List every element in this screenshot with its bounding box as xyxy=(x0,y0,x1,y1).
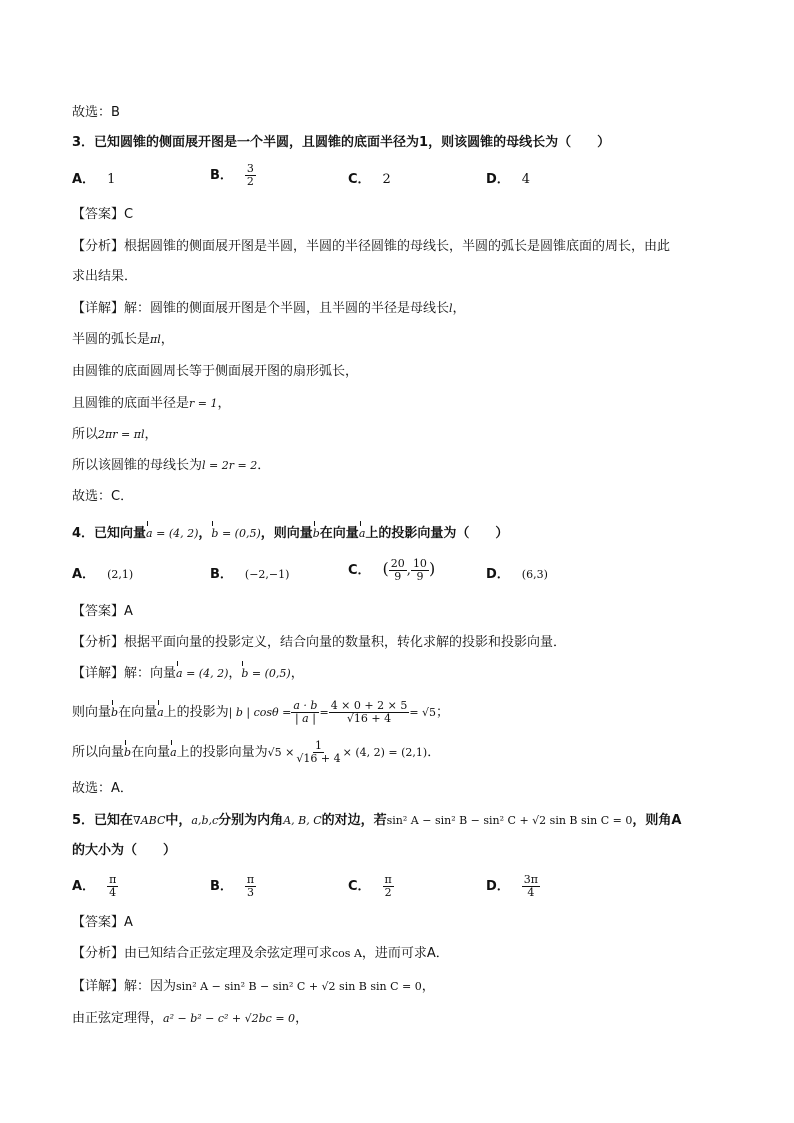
q3-detail-2: 半圆的弧长是πl， xyxy=(72,332,174,347)
q5-answer: 【答案】A xyxy=(72,915,133,930)
q3-analysis-cont: 求出结果． xyxy=(72,269,138,284)
q3-detail-5: 所以2πr = πl， xyxy=(72,427,158,442)
q4-detail-2: 则向量b在向量a上的投影为| b | cosθ = $\frac{a \cdot b}{| a |}$ = $\frac{4 \times 0 + 2 \times 5}{√16 + 4}$ = √5； xyxy=(72,699,450,725)
q3-detail-3: 由圆锥的底面圆周长等于侧面展开图的扇形弧长， xyxy=(72,364,359,379)
q4-detail-3: 所以向量b在向量a上的投影向量为√5 × $\frac{1}{√16 + 4}$ × (4, 2) = (2,1)． xyxy=(72,739,441,765)
q3-detail-4: 且圆锥的底面半径是r = 1， xyxy=(72,396,231,411)
fraction: $\frac{a \cdot b}{| a |}$ xyxy=(293,699,318,725)
q3-option-b xyxy=(210,163,256,188)
q3-detail-6: 所以该圆锥的母线长为l = 2r = 2． xyxy=(72,458,271,473)
option-value: 4 xyxy=(521,172,531,187)
fraction: $\frac{1}{√16 + 4}$ xyxy=(296,739,341,765)
q5-option-c: C． $\frac{\pi}{2}$ xyxy=(348,873,392,899)
question-5-stem: 5．已知在∇ABC中，a,b,c分别为内角A, B, C的对边，若sin² A − sin² B − sin² C + √2 sin B sin C = 0，则角A xyxy=(72,813,682,828)
fraction: $\frac{20}{9}$ xyxy=(390,557,405,583)
question-3-stem: 3．已知圆锥的侧面展开图是一个半圆，且圆锥的底面半径为1，则该圆锥的母线长为（ ） xyxy=(72,135,611,150)
option-value: 2 xyxy=(382,172,391,187)
q5-option-d: D． $\frac{3\pi}{4}$ xyxy=(486,873,539,899)
q5-option-a: A． $\frac{\pi}{4}$ xyxy=(72,873,117,899)
q3-option-a xyxy=(72,170,115,190)
option-label: B． xyxy=(210,168,233,183)
previous-answer: 故选：B xyxy=(72,105,120,120)
q5-detail-2: 由正弦定理得，a² − b² − c² + √2bc = 0， xyxy=(72,1011,309,1026)
q4-option-d: D． (6,3) xyxy=(486,567,548,582)
q3-option-d xyxy=(486,170,530,190)
fraction: $\frac{3\pi}{4}$ xyxy=(523,873,539,899)
option-label: D． xyxy=(486,172,510,187)
q5-detail-1: 【详解】解：因为sin² A − sin² B − sin² C + √2 sin B sin C = 0， xyxy=(72,979,435,994)
option-label: A． xyxy=(72,172,96,187)
q4-final: 故选：A． xyxy=(72,781,133,796)
question-4-stem: 4．已知向量a = (4, 2)，b = (0,5)，则向量b在向量a上的投影向量为（ ） xyxy=(72,524,508,544)
q3-answer: 【答案】C xyxy=(72,207,134,222)
fraction: $\frac{\pi}{4}$ xyxy=(109,873,117,899)
fraction: $\frac{\pi}{3}$ xyxy=(246,873,255,899)
q4-option-a: A． (2,1) xyxy=(72,567,134,582)
q3-detail-1: 【详解】解：圆锥的侧面展开图是个半圆，且半圆的半径是母线长l， xyxy=(72,301,466,316)
q3-final: 故选：C． xyxy=(72,489,134,504)
fraction: $\frac{\pi}{2}$ xyxy=(384,873,392,899)
fraction: $\frac{3}{2}$ xyxy=(246,162,254,188)
option-label: C． xyxy=(348,172,371,187)
question-5-stem-cont: 的大小为（ ） xyxy=(72,843,177,858)
q3-analysis: 【分析】根据圆锥的侧面展开图是半圆，半圆的半径圆锥的母线长，半圆的弧长是圆锥底面的周长，由此 xyxy=(72,239,671,254)
q4-analysis: 【分析】根据平面向量的投影定义，结合向量的数量积，转化求解的投影和投影向量． xyxy=(72,635,567,650)
fraction: $\frac{4 \times 0 + 2 \times 5}{√16 + 4}$ xyxy=(330,699,408,725)
q5-analysis: 【分析】由已知结合正弦定理及余弦定理可求cos A，进而可求A． xyxy=(72,946,449,961)
option-value: 1 xyxy=(107,172,116,187)
q5-option-b: B． $\frac{\pi}{3}$ xyxy=(210,873,255,899)
q4-option-b: B． (−2,−1) xyxy=(210,567,290,582)
q4-detail-1: 【详解】解：向量a = (4, 2)，b = (0,5)， xyxy=(72,664,304,684)
q4-option-c: C． ( $\frac{20}{9}$ , $\frac{10}{9}$ ) xyxy=(348,557,436,583)
q3-option-c xyxy=(348,170,391,190)
fraction: $\frac{10}{9}$ xyxy=(412,557,427,583)
q4-answer: 【答案】A xyxy=(72,604,133,619)
